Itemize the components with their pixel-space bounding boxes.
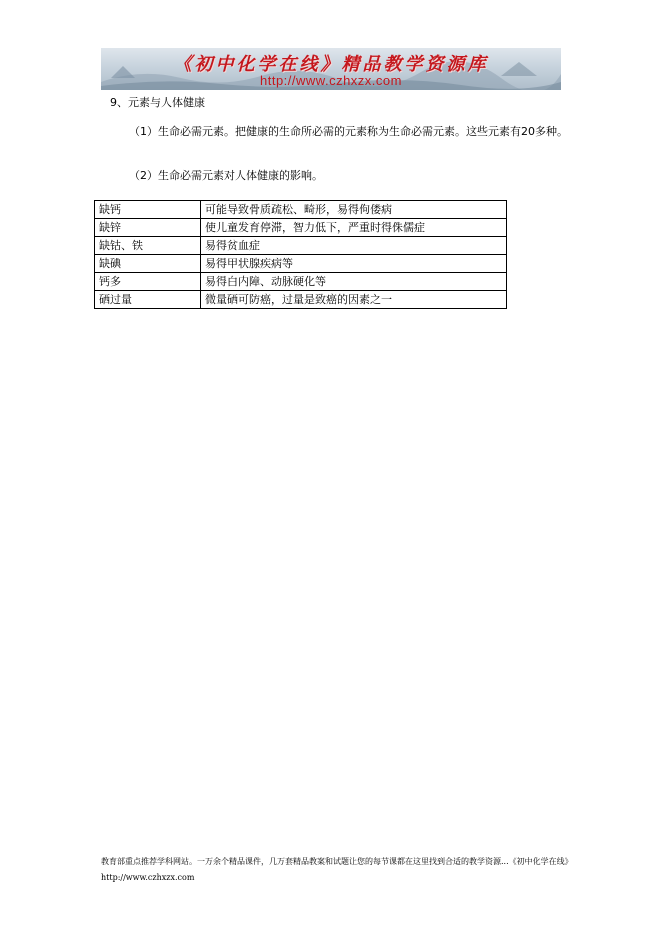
table-cell-effect: 易得甲状腺疾病等 [201, 255, 507, 273]
table-cell-effect: 使儿童发育停滞，智力低下，严重时得侏儒症 [201, 219, 507, 237]
paragraph-health-effects: （2）生命必需元素对人体健康的影响。 [129, 169, 323, 182]
table-cell-effect: 易得贫血症 [201, 237, 507, 255]
table-cell-element: 缺碘 [95, 255, 201, 273]
banner-url[interactable]: http://www.czhxzx.com [260, 73, 402, 88]
element-effects-table [94, 200, 507, 309]
banner-title: 《初中化学在线》精品教学资源库 [173, 54, 489, 75]
table-cell-effect: 易得白内障、动脉硬化等 [201, 273, 507, 291]
table-cell-element: 缺钴、铁 [95, 237, 201, 255]
table-row [95, 219, 507, 237]
table-cell-element: 缺锌 [95, 219, 201, 237]
section-heading: 9、元素与人体健康 [110, 96, 205, 109]
table-cell-element: 钙多 [95, 273, 201, 291]
table-row [95, 291, 507, 309]
table-row [95, 255, 507, 273]
table-cell-effect: 微量硒可防癌，过量是致癌的因素之一 [201, 291, 507, 309]
table-row [95, 237, 507, 255]
header-banner [101, 48, 561, 90]
table-row [95, 273, 507, 291]
table-cell-element: 硒过量 [95, 291, 201, 309]
table-cell-element: 缺钙 [95, 201, 201, 219]
footer-note: 教育部重点推荐学科网站。一万余个精品课件，几万套精品教案和试题让您的每节课都在这里找到合适的教学资源...《初中化学在线》http://www.czhxzx.com [101, 857, 569, 882]
paragraph-essential-elements: （1）生命必需元素。把健康的生命所必需的元素称为生命必需元素。这些元素有20多种。 [129, 125, 568, 138]
table-cell-effect: 可能导致骨质疏松、畸形，易得佝偻病 [201, 201, 507, 219]
table-row [95, 201, 507, 219]
